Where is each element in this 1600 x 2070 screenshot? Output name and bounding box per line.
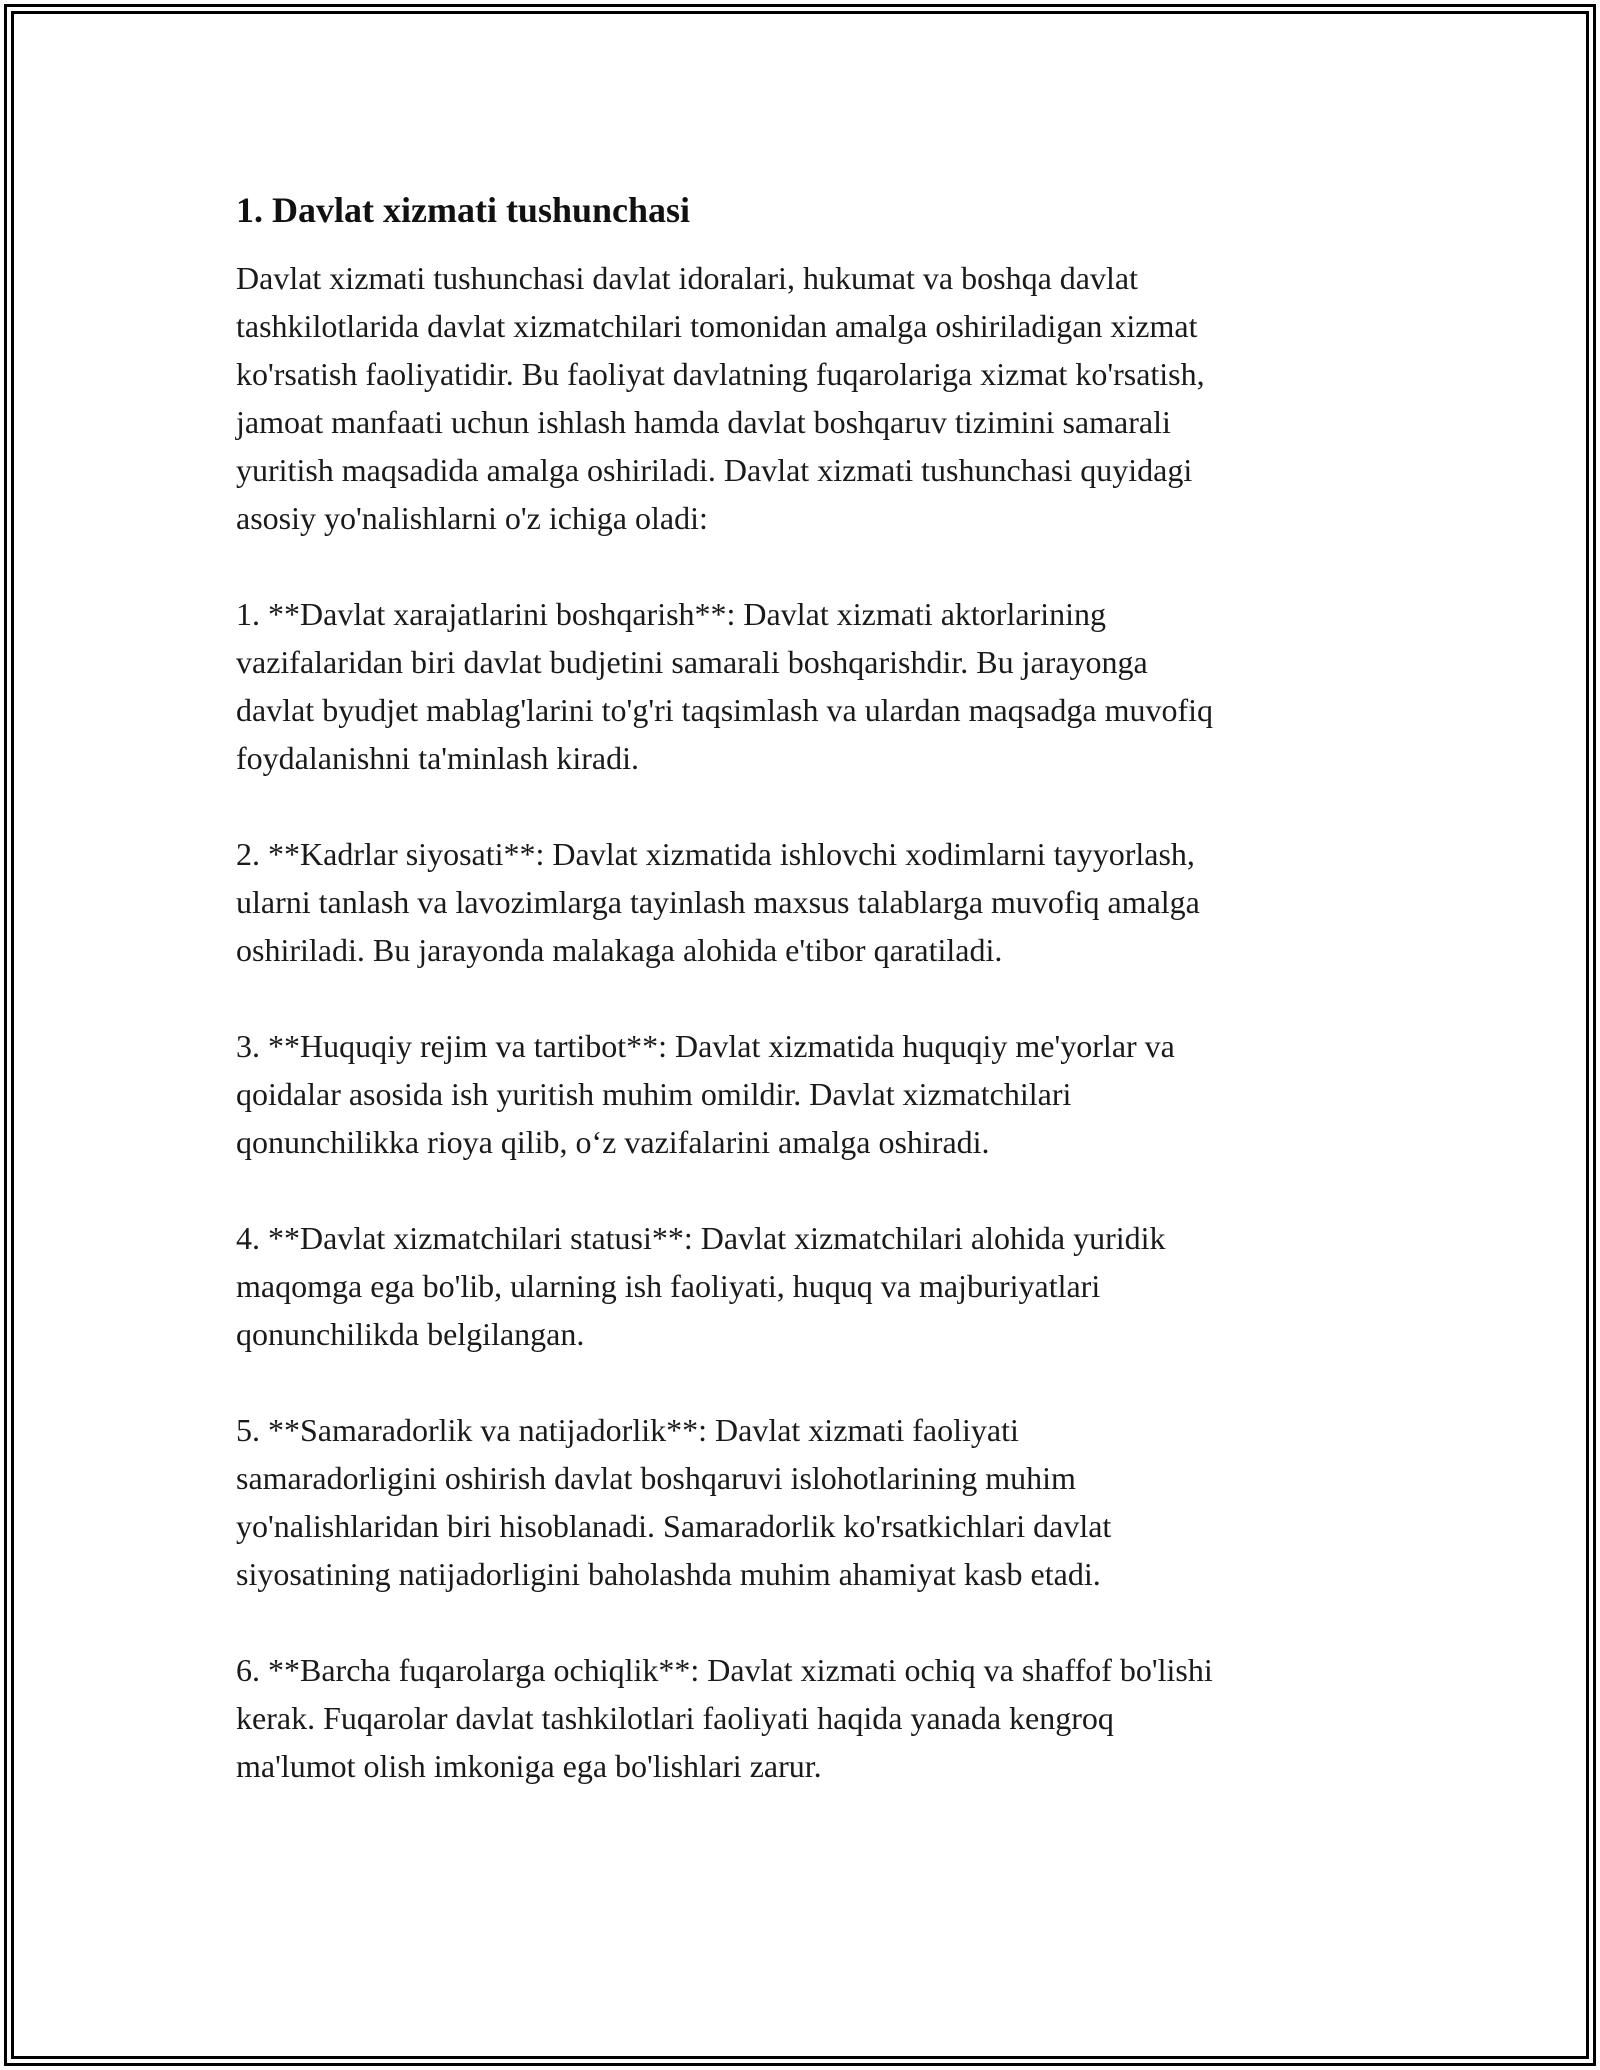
list-item: 6. **Barcha fuqarolarga ochiqlik**: Davlat xizmati ochiq va shaffof bo'lishi kerak. Fuqarolar davlat tashkilotlari faoliyati haqida yanada kengroq ma'lumot olish imkoniga ega bo'lishlari zarur. bbox=[236, 1652, 1213, 1784]
list-item: 2. **Kadrlar siyosati**: Davlat xizmatida ishlovchi xodimlarni tayyorlash, ularni tanlash va lavozimlarga tayinlash maxsus talablarga muvofiq amalga oshiriladi. Bu jarayonda malakaga alohida e'tibor qaratiladi. bbox=[236, 836, 1200, 968]
section-heading: 1. Davlat xizmati tushunchasi bbox=[236, 190, 691, 230]
document-body bbox=[236, 186, 1376, 1838]
list-item: 5. **Samaradorlik va natijadorlik**: Davlat xizmati faoliyati samaradorligini oshirish davlat boshqaruvi islohotlarining muhim yo'nalishlaridan biri hisoblanadi. Samaradorlik ko'rsatkichlari davlat siyosatining natijadorligini baholashda muhim ahamiyat kasb etadi. bbox=[236, 1412, 1112, 1592]
list-item: 1. **Davlat xarajatlarini boshqarish**: Davlat xizmati aktorlarining vazifalaridan biri davlat budjetini samarali boshqarishdir. Bu jarayonga davlat byudjet mablag'larini to'g'ri taqsimlash va ulardan maqsadga muvofiq foydalanishni ta'minlash kiradi. bbox=[236, 596, 1214, 776]
intro-paragraph: Davlat xizmati tushunchasi davlat idoralari, hukumat va boshqa davlat tashkilotlarida davlat xizmatchilari tomonidan amalga oshiriladigan xizmat ko'rsatish faoliyatidir. Bu faoliyat davlatning fuqarolariga xizmat ko'rsatish, jamoat manfaati uchun ishlash hamda davlat boshqaruv tizimini samarali yuritish maqsadida amalga oshiriladi. Davlat xizmati tushunchasi quyidagi asosiy yo'nalishlarni o'z ichiga oladi: bbox=[236, 260, 1205, 536]
list-item: 3. **Huquqiy rejim va tartibot**: Davlat xizmatida huquqiy me'yorlar va qoidalar asosida ish yuritish muhim omildir. Davlat xizmatchilari qonunchilikka rioya qilib, o‘z vazifalarini amalga oshiradi. bbox=[236, 1028, 1175, 1160]
list-item: 4. **Davlat xizmatchilari statusi**: Davlat xizmatchilari alohida yuridik maqomga ega bo'lib, ularning ish faoliyati, huquq va majburiyatlari qonunchilikda belgilangan. bbox=[236, 1220, 1166, 1352]
